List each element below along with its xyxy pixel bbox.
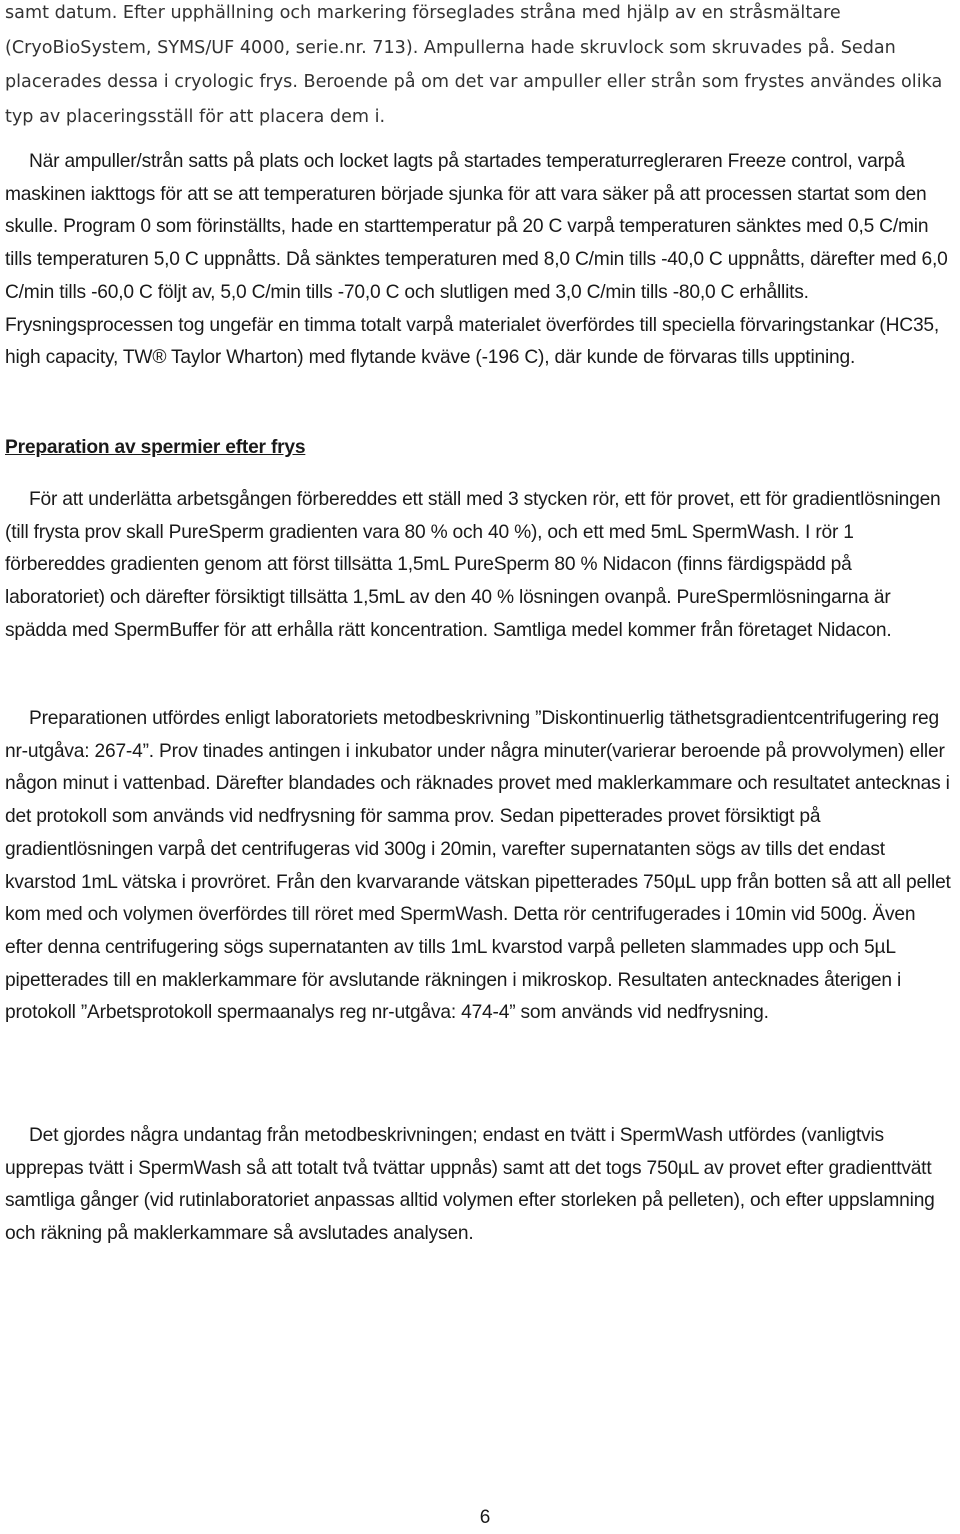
paragraph-preparation-method: Preparationen utfördes enligt laboratoriets metodbeskrivning ”Diskontinuerlig täthetsgradientcentrifugering reg nr-utgåva: 267-4”. Prov tinades antingen i inkubator under några minuter(varierar beroende på provvolymen) eller någon minut i vattenbad. Därefter blandades och räknades provet med maklerkammare och resultatet antecknas i det protokoll som används vid nedfrysning för samma prov. Sedan pipetterades provet försiktigt på gradientlösningen varpå det centrifugeras vid 300g i 20min, varefter supernatanten sögs av tills det endast kvarstod 1mL vätska i provröret. Från den kvarvarande vätskan pipetterades 750µL upp från botten så att all pellet kom med och volymen överfördes till röret med SpermWash. Detta rör centrifugerades i 10min vid 500g. Även efter denna centrifugering sögs supernatanten av tills 1mL kvarstod varpå pelleten slammades upp och 5µL pipetterades till en maklerkammare för avslutande räkningen i mikroskop. Resultaten antecknades återigen i protokoll ”Arbetsprotokoll spermaanalys reg nr-utgåva: 474-4” som används vid nedfrysning. [5, 708, 951, 1024]
paragraph-freeze-control: När ampuller/strån satts på plats och locket lagts på startades temperaturregleraren Freeze control, varpå maskinen iakttogs för att se att temperaturen började sjunka för att vara säker på att processen startat som den skulle. Program 0 som förinställts, hade en starttemperatur på 20 C varpå temperaturen sänktes med 0,5 C/min tills temperaturen 5,0 C uppnåtts. Då sänktes temperaturen med 8,0 C/min tills -40,0 C uppnåtts, därefter med 6,0 C/min tills -60,0 C följt av, 5,0 C/min tills -70,0 C och slutligen med 3,0 C/min tills -80,0 C erhållits. Frysningsprocessen tog ungefär en timma totalt varpå materialet överfördes till speciella förvaringstankar (HC35, high capacity, TW® Taylor Wharton) med flytande kväve (-196 C), där kunde de förvaras tills upptining. [5, 151, 948, 369]
paragraph-exceptions: Det gjordes några undantag från metodbeskrivningen; endast en tvätt i SpermWash utfördes (vanligtvis upprepas tvätt i SpermWash så att totalt två tvättar uppnås) samt att det togs 750µL av provet efter gradienttvätt samtliga gånger (vid rutinlaboratoriet anpassas alltid volymen efter storleken på pelleten), och efter uppslamning och räkning på maklerkammare så avslutades analysen. [5, 1125, 935, 1245]
section-heading: Preparation av spermier efter frys [5, 437, 306, 458]
paragraph-preparation-setup: För att underlätta arbetsgången förbereddes ett ställ med 3 stycken rör, ett för provet, ett för gradientlösningen (till frysta prov skall PureSperm gradienten vara 80 % och 40 %), och ett med 5mL SpermWash. I rör 1 förbereddes gradienten genom att först tillsätta 1,5mL PureSperm 80 % Nidacon (finns färdigspädd på laboratoriet) och därefter försiktigt tillsätta 1,5mL av den 40 % lösningen ovanpå. PureSpermlösningarna är spädda med SpermBuffer för att erhålla rätt koncentration. Samtliga medel kommer från företaget Nidacon. [5, 489, 941, 641]
paragraph-intro: samt datum. Efter upphällning och markering förseglades stråna med hjälp av en stråsmältare (CryoBioSystem, SYMS/UF 4000, serie.nr. 713). Ampullerna hade skruvlock som skruvades på. Sedan placerades dessa i cryologic frys. Beroende på om det var ampuller eller strån som frystes användes olika typ av placeringsställ för att placera dem i. [5, 3, 943, 127]
page-number: 6 [479, 1507, 491, 1528]
